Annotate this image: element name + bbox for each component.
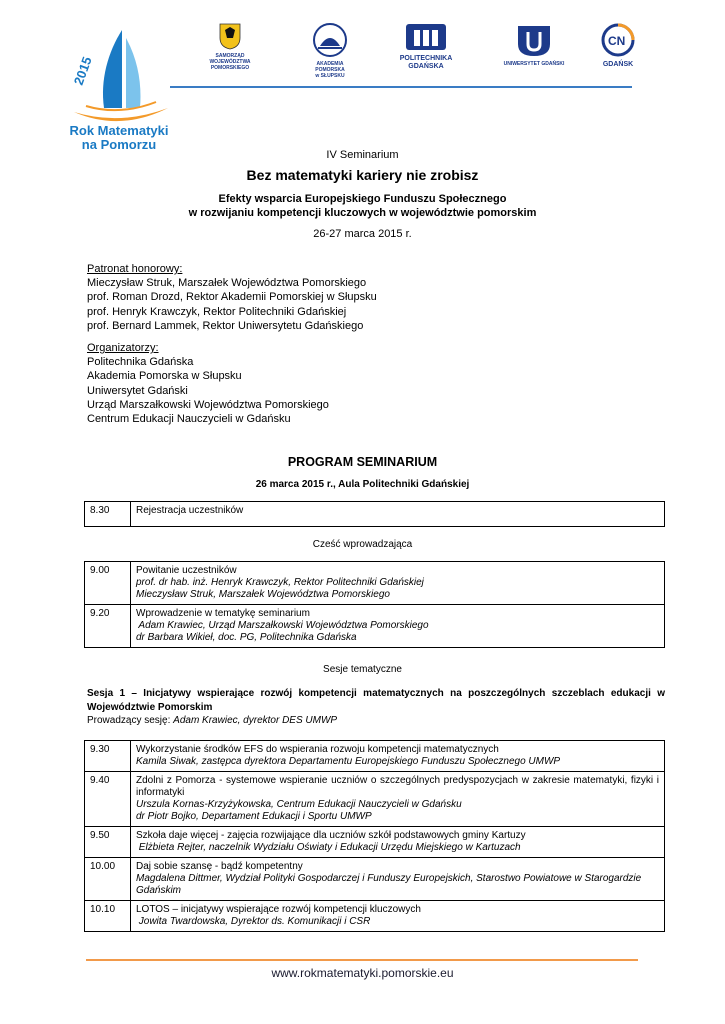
seminar-label: IV Seminarium [326, 149, 399, 161]
row-speaker: Elżbieta Rejter, naczelnik Wydziału Oświaty i Edukacji Urzędu Miejskiego w Kartuzach [136, 842, 521, 853]
row-title: Szkoła daje więcej - zajęcia rozwijające dla uczniów szkół podstawowych gminy Kartuzy [136, 830, 526, 841]
organizer-item: Akademia Pomorska w Słupsku [87, 370, 242, 383]
logo-year: 2015 [70, 54, 95, 88]
row-time: 9.00 [85, 562, 131, 605]
footer-divider [86, 959, 638, 961]
registration-table [84, 501, 665, 527]
row-speaker: dr Piotr Bojko, Departament Edukacji i Sportu UMWP [136, 811, 372, 822]
seminar-subtitle-2: w rozwijaniu kompetencji kluczowych w województwie pomorskim [188, 207, 537, 219]
row-content [131, 605, 665, 648]
row-title: Zdolni z Pomorza - systemowe wspieranie uczniów o szczególnych predyspozycjach w zakresie matematyki, fizyki i informatyki [136, 775, 659, 798]
row-title: Powitanie uczestników [136, 565, 237, 576]
seminar-title: Bez matematyki kariery nie zrobisz [246, 167, 479, 183]
gdansk-cen-emblem-icon [600, 22, 636, 58]
row-speaker: prof. dr hab. inż. Henryk Krawczyk, Rektor Politechniki Gdańskiej [136, 577, 424, 588]
session-lead-label: Prowadzący sesję: [87, 715, 174, 726]
session-1-heading: Sesja 1 – Inicjatywy wspierające rozwój kompetencji matematycznych na poszczególnych szczeblach edukacji w Województwie Pomorskim [87, 688, 665, 713]
seminar-dates: 26-27 marca 2015 r. [313, 228, 412, 240]
organizers-section [87, 341, 329, 426]
partner-politechnika-gdanska [390, 22, 462, 71]
session-1-table [84, 740, 665, 932]
row-content [131, 562, 665, 605]
partner-politechnika-line-2: GDAŃSKA [408, 63, 444, 70]
partner-akademia-line-1: AKADEMIA POMORSKA [315, 61, 345, 73]
intro-heading: Cześć wprowadzająca [312, 539, 413, 550]
patronage-item: prof. Henryk Krawczyk, Rektor Politechniki Gdańskiej [87, 305, 347, 318]
svg-text:CN: CN [608, 34, 626, 48]
row-content [131, 741, 665, 772]
row-speaker: Magdalena Dittmer, Wydział Polityki Gospodarczej i Funduszy Europejskich, Starostwo Powiatowe w Starogardzie Gdańskim [136, 873, 642, 896]
partner-gdansk [596, 22, 640, 69]
partner-politechnika-line-1: POLITECHNIKA [399, 55, 453, 62]
organizers-heading: Organizatorzy: [87, 342, 159, 354]
row-speaker: Urszula Kornas-Krzyżykowska, Centrum Edukacji Nauczycieli w Gdańsku [136, 799, 462, 810]
row-time: 9.40 [85, 772, 131, 827]
organizer-item: Uniwersytet Gdański [87, 384, 188, 397]
partner-akademia-pomorska [302, 22, 358, 79]
partner-uniwersytet-gdanski [496, 22, 572, 67]
footer-website-link[interactable]: www.rokmatematyki.pomorskie.eu [271, 966, 454, 980]
row-speaker: Adam Krawiec, Urząd Marszałkowski Województwa Pomorskiego [136, 620, 429, 631]
partner-gdansk-line-1: GDAŃSK [602, 61, 634, 68]
row-title: LOTOS – inicjatywy wspierające rozwój kompetencji kluczowych [136, 904, 421, 915]
table-row [85, 772, 665, 827]
seminar-subtitle-1: Efekty wsparcia Europejskiego Funduszu Społecznego [218, 193, 507, 205]
row-content [131, 901, 665, 932]
session-1-lead [87, 715, 337, 726]
row-content [131, 827, 665, 858]
table-row [85, 502, 665, 527]
day-heading: 26 marca 2015 r., Aula Politechniki Gdańskiej [255, 479, 470, 490]
row-speaker: Mieczysław Struk, Marszałek Województwa Pomorskiego [136, 589, 390, 600]
partner-samorzad [190, 22, 270, 71]
table-row [85, 901, 665, 932]
intro-table [84, 561, 665, 648]
logo-line-2: na Pomorzu [81, 137, 157, 152]
row-content [131, 858, 665, 901]
partner-samorzad-line-1: SAMORZĄD [215, 53, 245, 59]
coat-of-arms-icon [218, 22, 242, 50]
row-time: 10.00 [85, 858, 131, 901]
row-speaker: Jowita Twardowska, Dyrektor ds. Komunikacji i CSR [136, 916, 371, 927]
session-lead-name: Adam Krawiec, dyrektor DES UMWP [173, 715, 338, 726]
row-content [131, 772, 665, 827]
patronage-item: Mieczysław Struk, Marszałek Województwa Pomorskiego [87, 277, 367, 290]
patronage-section [87, 262, 377, 333]
logo-wordmark [64, 124, 174, 152]
row-speaker: dr Barbara Wikieł, doc. PG, Politechnika Gdańska [136, 632, 357, 643]
patronage-heading: Patronat honorowy: [87, 263, 183, 275]
politechnika-emblem-icon [396, 22, 456, 52]
partner-akademia-line-2: w SŁUPSKU [315, 73, 345, 79]
partner-uniwersytet-line-1: UNIWERSYTET GDAŃSKI [503, 61, 565, 67]
uniwersytet-emblem-icon [514, 22, 554, 58]
program-heading: PROGRAM SEMINARIUM [287, 455, 438, 469]
header-divider [170, 86, 632, 88]
sessions-heading: Sesje tematyczne [323, 664, 402, 675]
partner-logos [190, 22, 660, 82]
organizer-item: Politechnika Gdańska [87, 356, 194, 369]
organizer-item: Urząd Marszałkowski Województwa Pomorskiego [87, 398, 329, 411]
table-row [85, 605, 665, 648]
row-speaker: Kamila Siwak, zastępca dyrektora Departamentu Europejskiego Funduszu Społecznego UMWP [136, 756, 561, 767]
row-time: 8.30 [85, 502, 131, 527]
patronage-item: prof. Bernard Lammek, Rektor Uniwersytetu Gdańskiego [87, 319, 364, 332]
row-title: Daj sobie szansę - bądź kompetentny [136, 861, 303, 872]
row-time: 9.50 [85, 827, 131, 858]
akademia-pomorska-emblem-icon [308, 22, 352, 58]
row-time: 9.30 [85, 741, 131, 772]
table-row [85, 827, 665, 858]
row-title: Wprowadzenie w tematykę seminarium [136, 608, 310, 619]
row-title: Rejestracja uczestników [131, 502, 665, 527]
table-row [85, 741, 665, 772]
table-row [85, 858, 665, 901]
row-time: 10.10 [85, 901, 131, 932]
table-row [85, 562, 665, 605]
row-title: Wykorzystanie środków EFS do wspierania rozwoju kompetencji matematycznych [136, 744, 499, 755]
logo-line-1: Rok Matematyki [69, 123, 169, 138]
patronage-item: prof. Roman Drozd, Rektor Akademii Pomorskiej w Słupsku [87, 291, 377, 304]
row-time: 9.20 [85, 605, 131, 648]
organizer-item: Centrum Edukacji Nauczycieli w Gdańsku [87, 413, 291, 426]
partner-samorzad-line-2: WOJEWÓDZTWA POMORSKIEGO [209, 59, 251, 71]
sailboat-logo-icon [60, 22, 180, 132]
